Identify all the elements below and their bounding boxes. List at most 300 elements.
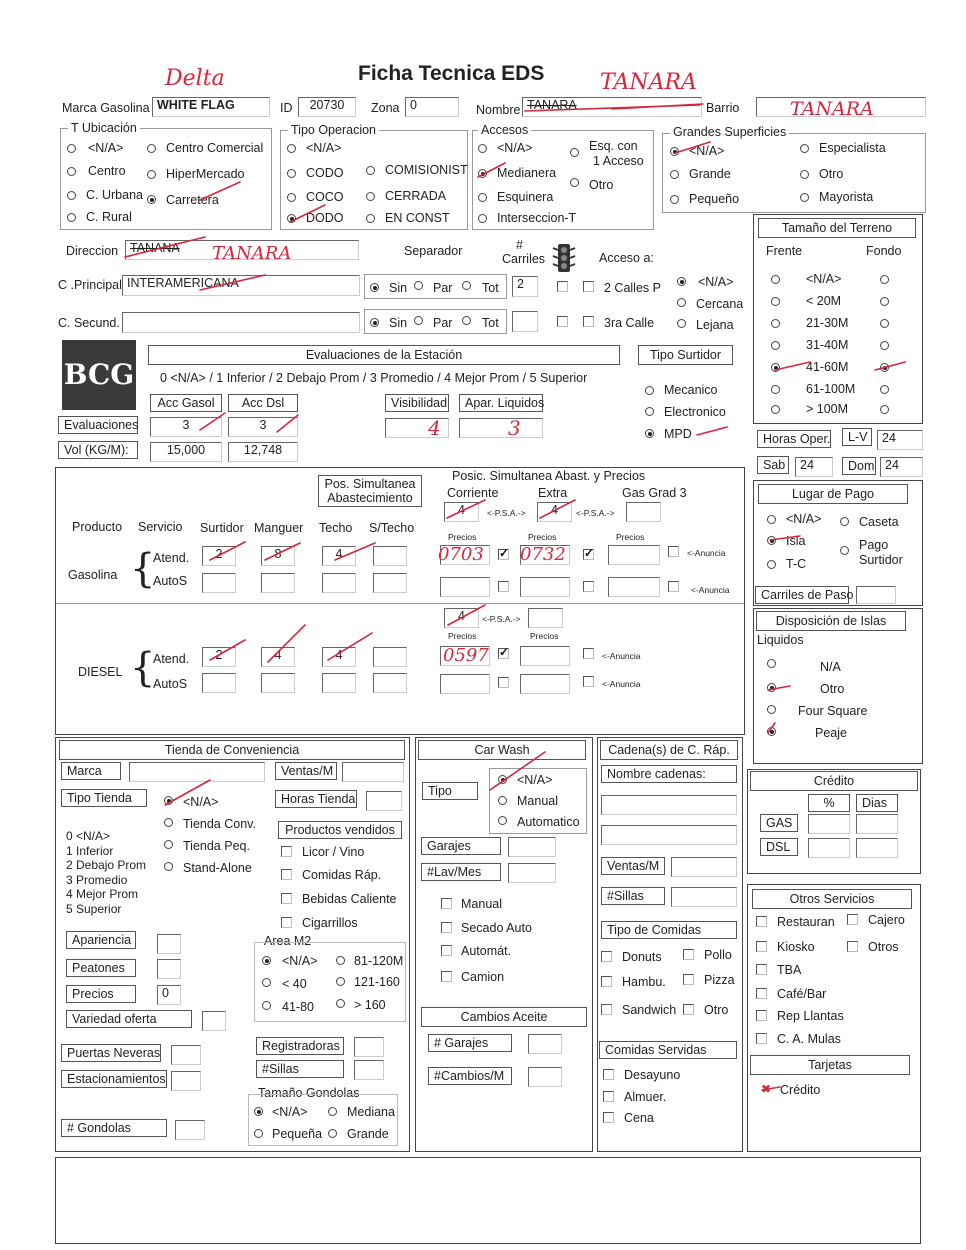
op-comisionist-label: COMISIONIST	[385, 163, 468, 177]
prod-vend-label-2: Bebidas Caliente	[302, 892, 397, 906]
cambios-aceite-title: Cambios Aceite	[421, 1007, 587, 1027]
gond-grande-label: Grande	[347, 1127, 389, 1141]
lugar-isla-label: Isla	[786, 534, 806, 548]
area-81-radio[interactable]	[336, 956, 345, 965]
variedad-label: Variedad oferta	[66, 1010, 192, 1028]
eval-dsl-field[interactable]: 3	[228, 417, 298, 437]
dsl-autos-stecho[interactable]	[373, 673, 407, 693]
gas-atend-stecho[interactable]	[373, 546, 407, 566]
frente-radio-1[interactable]	[771, 297, 780, 306]
fondo-radio-1[interactable]	[880, 297, 889, 306]
diesel-divider	[56, 603, 744, 604]
terreno-opt-4: 41-60M	[806, 360, 849, 374]
gs-na-label: <N/A>	[689, 144, 725, 158]
islas-na-radio[interactable]	[767, 659, 776, 668]
otros-check-6[interactable]	[756, 1010, 767, 1021]
cw-na-radio[interactable]	[498, 775, 507, 784]
sep-s-par-radio[interactable]	[414, 316, 423, 325]
gondolas-title: Tamaño Gondolas	[258, 1086, 360, 1100]
dsl-autos-mang[interactable]	[261, 673, 295, 693]
gas-atend-surt[interactable]: 2	[202, 546, 236, 566]
lugar-caseta-radio[interactable]	[840, 517, 849, 526]
gs-mayorista-radio[interactable]	[800, 193, 809, 202]
sillas-tienda-field[interactable]	[354, 1060, 384, 1080]
tienda-na-radio[interactable]	[164, 796, 173, 805]
gas-autos-surt[interactable]	[202, 573, 236, 593]
otros-check-5[interactable]	[756, 988, 767, 999]
fondo-label: Fondo	[866, 244, 902, 258]
acceso-cercana-label: Cercana	[696, 297, 744, 311]
cw-check-2[interactable]	[441, 945, 452, 956]
ngarajes-field[interactable]	[528, 1034, 562, 1054]
eval-gasol-field[interactable]: 3	[150, 417, 222, 437]
corriente-label: Corriente	[447, 486, 499, 500]
surtidor-electronico-label: Electronico	[664, 405, 726, 419]
lv-field[interactable]: 24	[877, 430, 923, 450]
fondo-radio-2[interactable]	[880, 319, 889, 328]
horas-tienda-field[interactable]	[366, 791, 402, 811]
prod-vend-check-1[interactable]	[281, 869, 292, 880]
extra-psa-field[interactable]: 4	[537, 502, 572, 522]
marca-field[interactable]: WHITE FLAG	[152, 97, 270, 117]
gas-autos-techo[interactable]	[322, 573, 356, 593]
frente-radio-2[interactable]	[771, 319, 780, 328]
precio-autos-c-check[interactable]	[498, 581, 509, 592]
frente-label: Frente	[766, 244, 803, 258]
carriles-paso-field[interactable]	[856, 586, 896, 604]
gond-na-radio[interactable]	[254, 1107, 263, 1116]
gas-atend-techo[interactable]: 4	[322, 546, 356, 566]
manguer-col: Manguer	[254, 521, 304, 535]
c-secund-check-2[interactable]	[583, 316, 594, 327]
c-secund-field[interactable]	[122, 312, 360, 333]
sep-p-tot-radio[interactable]	[462, 281, 471, 290]
tienda-conv-label: Tienda Conv.	[183, 817, 256, 831]
op-dodo-radio[interactable]	[287, 214, 296, 223]
pos-sim-title-2: Abastecimiento	[327, 491, 413, 505]
tipo-operacion-title: Tipo Operacion	[288, 123, 379, 137]
dsl-atend-mang[interactable]: 4	[261, 647, 295, 667]
comida-check-5[interactable]	[683, 1004, 694, 1015]
apariencia-field[interactable]	[157, 934, 181, 954]
nombre-cadenas-field-1[interactable]	[601, 795, 737, 815]
ubicacion-carretera-radio[interactable]	[147, 195, 156, 204]
precio-autos-g3-check[interactable]	[668, 581, 679, 592]
servida-check-0[interactable]	[603, 1069, 614, 1080]
otros-label-5: Café/Bar	[777, 987, 827, 1001]
area-40-radio[interactable]	[262, 978, 271, 987]
acc-medianera-radio[interactable]	[478, 169, 487, 178]
productos-vendidos-label: Productos vendidos	[278, 821, 402, 839]
precios-tienda-field[interactable]: 0	[157, 985, 181, 1005]
ventas-tienda-field[interactable]	[342, 762, 404, 782]
sab-field[interactable]: 24	[795, 457, 833, 477]
lugar-surtidor-label: Surtidor	[859, 553, 903, 567]
cw-check-1[interactable]	[441, 922, 452, 933]
sep-s-tot-radio[interactable]	[462, 316, 471, 325]
islas-peaje-radio[interactable]	[767, 727, 776, 736]
op-enconst-radio[interactable]	[366, 214, 375, 223]
comida-label-5: Otro	[704, 1003, 729, 1017]
gas-atend-mang[interactable]: 8	[261, 546, 295, 566]
ubicacion-ccomercial-radio[interactable]	[147, 144, 156, 153]
precio-corriente-check[interactable]	[498, 549, 509, 560]
otros-label-6: Rep Llantas	[777, 1009, 844, 1023]
comida-label-4: Sandwich	[622, 1003, 677, 1017]
lugar-tc-radio[interactable]	[767, 560, 776, 569]
corriente-psa-field[interactable]: 4	[444, 502, 479, 522]
acceso-lejana-label: Lejana	[696, 318, 734, 332]
precio-dsl-autos-check[interactable]	[498, 677, 509, 688]
registradoras-field[interactable]	[354, 1037, 384, 1057]
precio-gas3-check[interactable]	[668, 546, 679, 557]
gs-pequeno-radio[interactable]	[670, 195, 679, 204]
servida-check-1[interactable]	[603, 1091, 614, 1102]
surtidor-mecanico-radio[interactable]	[645, 386, 654, 395]
ubicacion-na-radio[interactable]	[67, 144, 76, 153]
area-na-radio[interactable]	[262, 956, 271, 965]
gas3-psa-field[interactable]	[626, 502, 661, 522]
ubicacion-title: T Ubicación	[68, 121, 140, 135]
vol-gasol-field[interactable]: 15,000	[150, 442, 222, 462]
corriente-psa-label: <-P.S.A.->	[487, 508, 526, 518]
prod-vend-check-2[interactable]	[281, 893, 292, 904]
precio-dsl-autos-field[interactable]	[440, 674, 490, 694]
lv-label: L-V	[842, 428, 872, 446]
comida-check-3[interactable]	[683, 974, 694, 985]
techo-col: Techo	[319, 521, 353, 535]
marca-label: Marca Gasolina	[62, 101, 150, 115]
dsl-atend-surt[interactable]: 2	[202, 647, 236, 667]
tipo-comidas-label: Tipo de Comidas	[601, 921, 737, 939]
acc-medianera-label: Medianera	[497, 166, 557, 180]
diesel-psa-field-2[interactable]	[528, 608, 563, 628]
dsl-pct-field[interactable]	[808, 838, 850, 858]
frente-radio-0[interactable]	[771, 275, 780, 284]
direccion-field[interactable]: TANANA	[125, 240, 359, 260]
evaluaciones-scale: 0 <N/A> / 1 Inferior / 2 Debajo Prom / 3 Promedio / 4 Mejor Prom / 5 Superior	[160, 371, 588, 385]
ubicacion-urbana-radio[interactable]	[67, 191, 76, 200]
area-160-radio[interactable]	[336, 999, 345, 1008]
gs-grande-radio[interactable]	[670, 170, 679, 179]
comida-check-1[interactable]	[683, 949, 694, 960]
precio-autos-c-field[interactable]	[440, 577, 490, 597]
precios-label-1: Precios	[448, 532, 477, 542]
anuncia-4: <-Anuncia	[602, 679, 641, 689]
op-na-radio[interactable]	[287, 144, 296, 153]
ngarajes-label: # Garajes	[428, 1034, 512, 1052]
precio-diesel-check[interactable]	[498, 648, 509, 659]
handwritten-precio-2: 0732	[520, 544, 566, 565]
area-160-label: > 160	[354, 998, 386, 1012]
gond-pequena-radio[interactable]	[254, 1129, 263, 1138]
variedad-field[interactable]	[202, 1011, 226, 1031]
precios-label-3: Precios	[616, 532, 645, 542]
visibilidad-header: Visibilidad	[385, 394, 449, 412]
islas-four-radio[interactable]	[767, 705, 776, 714]
gas-autos-stecho[interactable]	[373, 573, 407, 593]
comidas-servidas-label: Comidas Servidas	[599, 1041, 737, 1059]
puertas-field[interactable]	[171, 1045, 201, 1065]
prod-vend-label-0: Licor / Vino	[302, 845, 365, 859]
ubicacion-urbana-label: C. Urbana	[86, 188, 143, 202]
cw-auto-radio[interactable]	[498, 816, 507, 825]
precio-autos-e-check[interactable]	[583, 581, 594, 592]
frente-radio-5[interactable]	[771, 385, 780, 394]
ubicacion-rural-label: C. Rural	[86, 210, 132, 224]
comentarios-area[interactable]	[55, 1157, 921, 1244]
acceso-na-radio[interactable]	[677, 277, 686, 286]
ubicacion-rural-radio[interactable]	[67, 213, 76, 222]
anuncia-2: <-Anuncia	[691, 585, 730, 595]
ncambios-field[interactable]	[528, 1067, 562, 1087]
otros-check-3[interactable]	[847, 941, 858, 952]
carriles-secund-field[interactable]	[512, 311, 538, 332]
comida-check-2[interactable]	[601, 976, 612, 987]
nombre-field[interactable]: TANARA	[522, 97, 702, 117]
dsl-credito-label: DSL	[760, 838, 798, 856]
op-codo-radio[interactable]	[287, 169, 296, 178]
gs-na-radio[interactable]	[670, 147, 679, 156]
gondolas-field[interactable]	[175, 1120, 205, 1140]
comida-check-4[interactable]	[601, 1004, 612, 1015]
traffic-light-icon	[552, 243, 576, 273]
tienda-peq-radio[interactable]	[164, 840, 173, 849]
tienda-peq-label: Tienda Peq.	[183, 839, 250, 853]
diesel-psa-label: <-P.S.A.->	[482, 614, 521, 624]
sep-p-sin-label: Sin	[389, 281, 408, 295]
peatones-label: Peatones	[66, 959, 136, 977]
otros-check-7[interactable]	[756, 1033, 767, 1044]
bcg-logo: BCG	[62, 340, 136, 410]
id-field[interactable]: 20730	[298, 97, 356, 117]
horas-oper-label: Horas Oper.	[757, 430, 831, 448]
estac-field[interactable]	[171, 1071, 201, 1091]
sep-p-sin-radio[interactable]	[370, 283, 379, 292]
ventas-cadena-field[interactable]	[671, 857, 737, 877]
handwritten-delta: Delta	[165, 66, 225, 91]
barrio-label: Barrio	[706, 101, 740, 115]
registradoras-label: Registradoras	[256, 1037, 344, 1055]
marca-tienda-field[interactable]	[129, 762, 265, 782]
sillas-cadena-field[interactable]	[671, 887, 737, 907]
ubicacion-hiper-radio[interactable]	[147, 170, 156, 179]
sep-s-sin-label: Sin	[389, 316, 408, 330]
sep-p-par-radio[interactable]	[414, 281, 423, 290]
islas-otro-label: Otro	[820, 682, 845, 696]
vol-dsl-field[interactable]: 12,748	[228, 442, 298, 462]
area-121-radio[interactable]	[336, 977, 345, 986]
acc-na-radio[interactable]	[478, 144, 487, 153]
lugar-pago-surtidor-radio[interactable]	[840, 546, 849, 555]
otros-check-4[interactable]	[756, 964, 767, 975]
tienda-conv-radio[interactable]	[164, 818, 173, 827]
garajes-field[interactable]	[508, 837, 556, 857]
precio-gas3-field[interactable]	[608, 545, 660, 565]
ubicacion-centro-radio[interactable]	[67, 167, 76, 176]
c-principal-check-1[interactable]	[557, 281, 568, 292]
evaluaciones-label: Evaluaciones	[58, 416, 138, 434]
prod-vend-label-1: Comidas Ráp.	[302, 868, 382, 882]
prod-vend-check-0[interactable]	[281, 846, 292, 857]
precios-diesel-1: Precios	[448, 631, 477, 641]
precio-extra-check[interactable]	[583, 549, 594, 560]
ubicacion-na-label: <N/A>	[88, 141, 124, 155]
carwash-title: Car Wash	[418, 740, 586, 760]
fondo-radio-4[interactable]	[880, 363, 889, 372]
dsl-atend-label: Atend.	[153, 652, 190, 666]
precio-dsl-autos-2-check[interactable]	[583, 676, 594, 687]
cw-check-3[interactable]	[441, 971, 452, 982]
dsl-autos-surt[interactable]	[202, 673, 236, 693]
sep-p-par-label: Par	[433, 281, 453, 295]
acc-esquinera-label: Esquinera	[497, 190, 554, 204]
gs-otro-radio[interactable]	[800, 170, 809, 179]
dsl-autos-label: AutoS	[153, 677, 188, 691]
apar-liquidos-field[interactable]	[459, 418, 543, 438]
gas-pct-field[interactable]	[808, 814, 850, 834]
sep-s-tot-label: Tot	[482, 316, 499, 330]
lugar-na-label: <N/A>	[786, 512, 822, 526]
frente-radio-4[interactable]	[771, 363, 780, 372]
surtidor-electronico-radio[interactable]	[645, 407, 654, 416]
servida-label-1: Almuer.	[624, 1090, 667, 1104]
tarjetas-title: Tarjetas	[750, 1055, 910, 1075]
tarjeta-credito-icon: ✖	[761, 1082, 772, 1096]
handwritten-tanara-title: TANARA	[600, 70, 697, 95]
islas-peaje-label: Peaje	[815, 726, 847, 740]
carriles-paso-label: Carriles de Paso	[755, 586, 849, 604]
nombre-label: Nombre	[476, 103, 521, 117]
c-principal-label: C .Principal	[58, 278, 122, 292]
dom-label: Dom	[842, 457, 876, 475]
dom-field[interactable]: 24	[880, 457, 923, 477]
gas-autos-mang[interactable]	[261, 573, 295, 593]
acceso-cercana-radio[interactable]	[677, 298, 686, 307]
diesel-brace: {	[130, 645, 156, 691]
acc-esq-radio[interactable]	[570, 148, 579, 157]
tarjeta-credito-label: Crédito	[780, 1083, 821, 1097]
lav-mes-field[interactable]	[508, 863, 556, 883]
apar-liquidos-header: Apar. Liquidos	[459, 394, 543, 412]
otros-check-0[interactable]	[756, 916, 767, 927]
cw-check-0[interactable]	[441, 898, 452, 909]
otros-check-1[interactable]	[847, 914, 858, 925]
surtidor-mpd-radio[interactable]	[645, 429, 654, 438]
sillas-tienda-label: #Sillas	[256, 1060, 344, 1078]
c-principal-check-2[interactable]	[583, 281, 594, 292]
gasolina-label: Gasolina	[68, 568, 118, 582]
gs-grande-label: Grande	[689, 167, 731, 181]
gasolina-brace: {	[130, 546, 156, 592]
gas3-label: Gas Grad 3	[622, 486, 687, 500]
ncambios-label: #Cambios/M	[428, 1067, 512, 1085]
acc-otro-radio[interactable]	[570, 178, 579, 187]
c-principal-field[interactable]: INTERAMERICANA	[122, 275, 360, 296]
precio-autos-g3-field[interactable]	[608, 577, 660, 597]
acc-intersec-radio[interactable]	[478, 214, 487, 223]
evaluaciones-title: Evaluaciones de la Estación	[148, 345, 620, 365]
peatones-field[interactable]	[157, 959, 181, 979]
op-dodo-label: DODO	[306, 211, 344, 225]
gs-mayorista-label: Mayorista	[819, 190, 874, 204]
acc-esquinera-radio[interactable]	[478, 193, 487, 202]
servida-check-2[interactable]	[603, 1112, 614, 1123]
fondo-radio-3[interactable]	[880, 341, 889, 350]
precio-diesel-2-check[interactable]	[583, 648, 594, 659]
comida-check-0[interactable]	[601, 951, 612, 962]
op-enconst-label: EN CONST	[385, 211, 450, 225]
id-label: ID	[280, 101, 293, 115]
sillas-cadena-label: #Sillas	[601, 887, 665, 905]
prod-vend-check-3[interactable]	[281, 917, 292, 928]
dsl-atend-stecho[interactable]	[373, 647, 407, 667]
apariencia-label: Apariencia	[66, 931, 136, 949]
precio-dsl-autos-2-field[interactable]	[520, 674, 570, 694]
frente-radio-6[interactable]	[771, 405, 780, 414]
tienda-scale-4: 4 Mejor Prom	[66, 887, 139, 901]
carriles-principal-field[interactable]: 2	[512, 276, 538, 297]
tienda-scale-5: 5 Superior	[66, 901, 122, 916]
precio-diesel-2-field[interactable]	[520, 646, 570, 666]
precios-tienda-label: Precios	[66, 985, 136, 1003]
area-41-radio[interactable]	[262, 1001, 271, 1010]
tienda-standalone-radio[interactable]	[164, 862, 173, 871]
tienda-scale-3: 3 Promedio	[66, 872, 128, 887]
carwash-tipo-label: Tipo	[422, 782, 478, 800]
dsl-dias-field[interactable]	[856, 838, 898, 858]
otros-label-2: Kiosko	[777, 940, 815, 954]
terreno-title: Tamaño del Terreno	[758, 218, 916, 238]
cw-manual-radio[interactable]	[498, 796, 507, 805]
precio-autos-e-field[interactable]	[520, 577, 570, 597]
terreno-opt-0: <N/A>	[806, 272, 842, 286]
op-coco-radio[interactable]	[287, 193, 296, 202]
c-secund-check-1[interactable]	[557, 316, 568, 327]
nombre-cadenas-field-2[interactable]	[601, 825, 737, 845]
fondo-radio-5[interactable]	[880, 385, 889, 394]
gas-dias-field[interactable]	[856, 814, 898, 834]
handwritten-precio-1: 0703	[438, 544, 484, 565]
frente-radio-3[interactable]	[771, 341, 780, 350]
op-comisionist-radio[interactable]	[366, 166, 375, 175]
accesos-title: Accesos	[478, 123, 531, 137]
gond-grande-radio[interactable]	[328, 1129, 337, 1138]
lugar-isla-radio[interactable]	[767, 536, 776, 545]
cw-manual-label: Manual	[517, 794, 558, 808]
fondo-radio-6[interactable]	[880, 405, 889, 414]
islas-otro-radio[interactable]	[767, 683, 776, 692]
tienda-title: Tienda de Conveniencia	[59, 740, 405, 760]
gond-mediana-label: Mediana	[347, 1105, 395, 1119]
sep-s-sin-radio[interactable]	[370, 318, 379, 327]
lugar-na-radio[interactable]	[767, 515, 776, 524]
dsl-autos-techo[interactable]	[322, 673, 356, 693]
otros-check-2[interactable]	[756, 941, 767, 952]
lugar-pago-title: Lugar de Pago	[758, 484, 908, 504]
gs-especialista-radio[interactable]	[800, 144, 809, 153]
acceso-lejana-radio[interactable]	[677, 319, 686, 328]
zona-field[interactable]: 0	[405, 97, 459, 117]
acc-gasol-header: Acc Gasol	[150, 394, 222, 412]
op-cerrada-radio[interactable]	[366, 192, 375, 201]
fondo-radio-0[interactable]	[880, 275, 889, 284]
gond-mediana-radio[interactable]	[328, 1107, 337, 1116]
acc-intersec-label: Interseccion-T	[497, 211, 577, 225]
lugar-tc-label: T-C	[786, 557, 807, 571]
diesel-psa-field[interactable]: 4	[444, 608, 479, 628]
dsl-atend-techo[interactable]: 4	[322, 647, 356, 667]
